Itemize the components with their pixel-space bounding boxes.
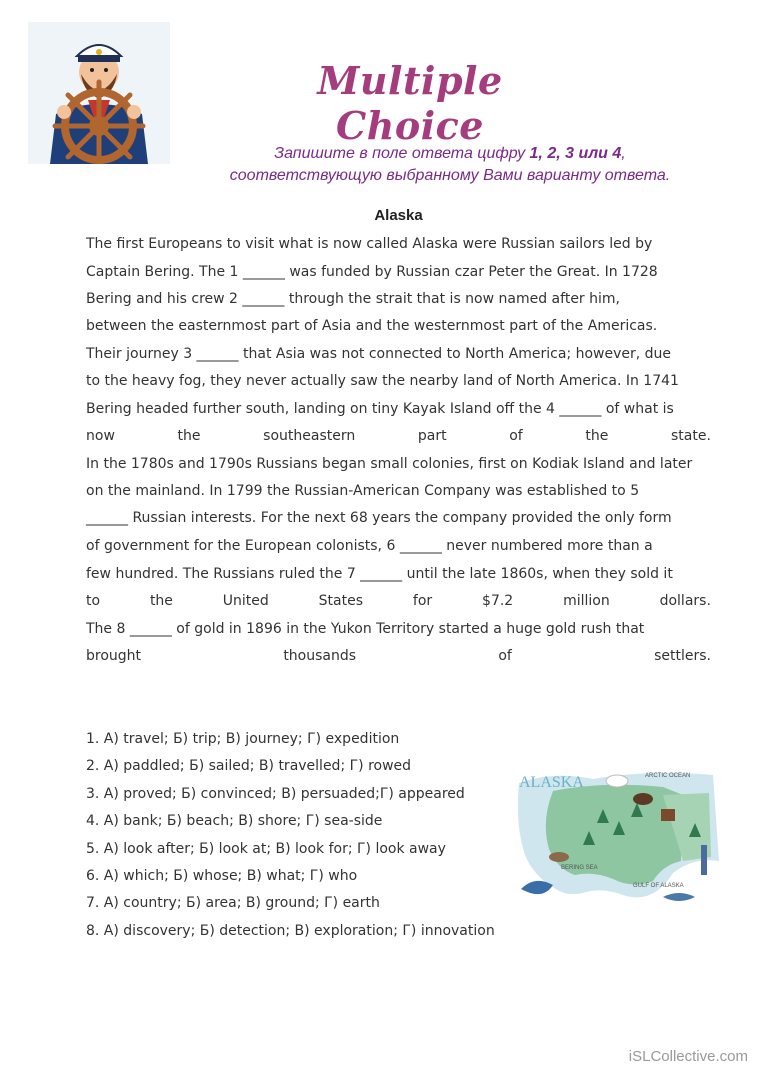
text-line: In the 1780s and 1790s Russians began small colonies, first on Kodiak Island and later bbox=[86, 456, 693, 472]
text-word: thousands bbox=[283, 648, 357, 664]
option-item: 6. A) which; Б) whose; B) what; Г) who bbox=[86, 868, 358, 884]
text-line: The 8 ______ of gold in 1896 in the Yukon Territory started a huge gold rush that bbox=[86, 621, 645, 637]
text-line: ______ Russian interests. For the next 68 years the company provided the only form bbox=[86, 510, 672, 526]
text-line: between the easternmost part of Asia and the westernmost part of the Americas. bbox=[86, 318, 658, 334]
map-label-bering: BERING SEA bbox=[561, 865, 598, 871]
text-word: million bbox=[563, 593, 610, 609]
option-item: 1. A) travel; Б) trip; B) journey; Г) expedition bbox=[86, 731, 400, 747]
text-word: for bbox=[412, 593, 433, 609]
map-label-gulf: GULF OF ALASKA bbox=[633, 883, 684, 889]
option-item: 4. A) bank; Б) beach; B) shore; Г) sea-side bbox=[86, 813, 383, 830]
text-word: southeastern bbox=[263, 428, 356, 444]
text-line: Bering headed further south, landing on tiny Kayak Island off the 4 ______ of what is bbox=[86, 401, 674, 417]
option-item: 8. A) discovery; Б) detection; B) exploration; Г) innovation bbox=[86, 922, 495, 939]
text-line: of government for the European colonists, 6 ______ never numbered more than a bbox=[86, 538, 653, 554]
text-word: settlers. bbox=[654, 648, 711, 664]
text-line: to the heavy fog, they never actually saw the nearby land of North America. In 1741 bbox=[86, 373, 679, 389]
text-word: the bbox=[177, 428, 201, 444]
text-word: the bbox=[149, 593, 173, 609]
text-line: on the mainland. In 1799 the Russian-American Company was established to 5 bbox=[86, 483, 640, 499]
option-item: 5. A) look after; Б) look at; B) look for; Г) look away bbox=[86, 840, 446, 857]
instructions-line-1: Запишите в поле ответа цифру 1, 2, 3 или 4, bbox=[274, 145, 626, 162]
answer-digits: 1, 2, 3 или 4 bbox=[529, 145, 622, 162]
text-word: part bbox=[417, 428, 447, 444]
text-line: Bering and his crew 2 ______ through the strait that is now named after him, bbox=[86, 291, 620, 307]
instructions bbox=[150, 143, 750, 187]
captain-wheel-illustration bbox=[28, 22, 170, 164]
option-item: 2. A) paddled; Б) sailed; B) travelled; Г) rowed bbox=[86, 758, 412, 775]
alaska-map-illustration bbox=[513, 765, 727, 913]
text-line bbox=[86, 591, 711, 611]
map-title: ALASKA bbox=[519, 774, 584, 791]
option-item: 7. A) country; Б) area; B) ground; Г) earth bbox=[86, 895, 380, 912]
text-word: the bbox=[585, 428, 609, 444]
instructions-line-2: соответствующую выбранному Вами варианту ответа. bbox=[229, 167, 671, 184]
footer-watermark: iSLCollective.com bbox=[628, 1048, 748, 1065]
page-title: Multiple Choice bbox=[317, 58, 503, 148]
text-word: now bbox=[86, 428, 115, 444]
map-label-arctic: ARCTIC OCEAN bbox=[645, 773, 691, 779]
text-word: $7.2 bbox=[482, 593, 514, 609]
text-line: Their journey 3 ______ that Asia was not connected to North America; however, due bbox=[86, 346, 672, 362]
text-line: The first Europeans to visit what is now called Alaska were Russian sailors led by bbox=[86, 236, 653, 252]
option-item: 3. A) proved; Б) convinced; B) persuaded;Г) appeared bbox=[86, 785, 465, 802]
text-word: state. bbox=[671, 428, 711, 444]
text-word: United bbox=[222, 593, 269, 609]
text-line: few hundred. The Russians ruled the 7 ______ until the late 1860s, when they sold it bbox=[86, 566, 673, 582]
text-line bbox=[86, 426, 711, 446]
text-word: brought bbox=[86, 648, 142, 664]
text-line bbox=[86, 646, 711, 666]
text-word: States bbox=[318, 593, 364, 609]
text-word: of bbox=[509, 428, 523, 444]
text-word: to bbox=[86, 593, 101, 609]
text-line: Captain Bering. The 1 ______ was funded by Russian czar Peter the Great. In 1728 bbox=[86, 264, 658, 280]
text-word: dollars. bbox=[659, 593, 711, 609]
text-word: of bbox=[498, 648, 512, 664]
text-heading: Alaska bbox=[374, 207, 423, 224]
